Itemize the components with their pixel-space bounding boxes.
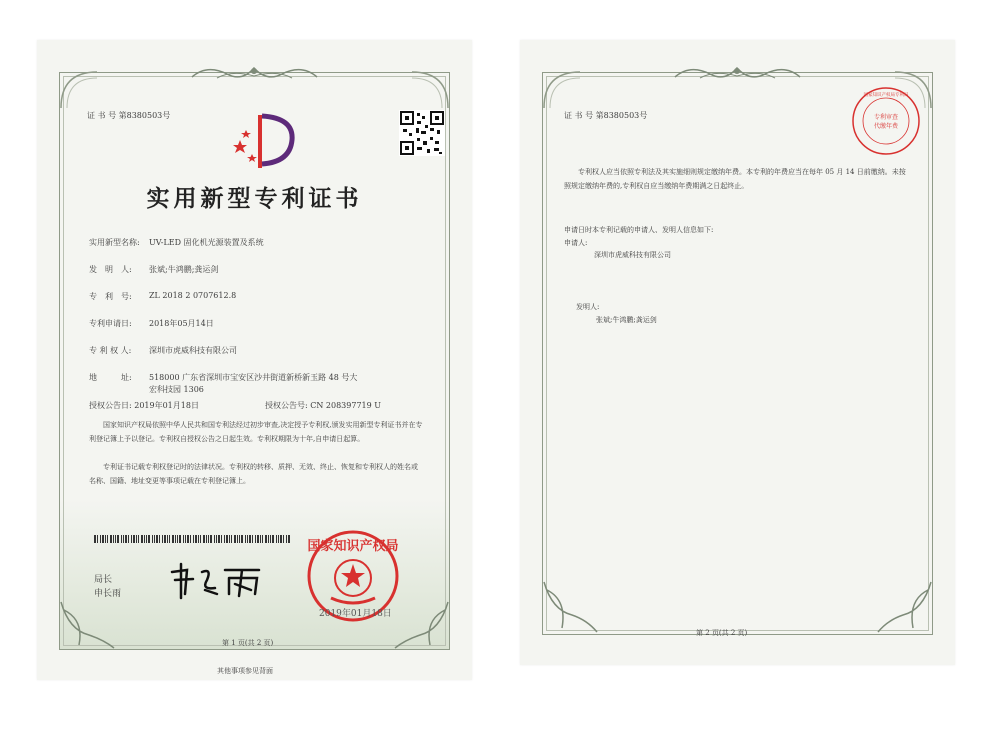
- utility-model-name: UV-LED 固化机光源装置及系统: [149, 238, 264, 247]
- applicant-value: 深圳市虎威科技有限公司: [594, 251, 671, 259]
- qr-code-icon: [399, 110, 445, 156]
- page-number: 第 1 页(共 2 页): [222, 639, 274, 647]
- certificate-page-1: [37, 40, 472, 680]
- certificate-title: 实用新型专利证书: [146, 185, 363, 212]
- patentee-label: 专 利 权 人:: [89, 346, 132, 355]
- annual-fee-notice: 专利权人应当依照专利法及其实施细则规定缴纳年费。本专利的年费应当在每年 05 月 14 日前缴纳。未按照规定缴纳年费的,专利权自应当缴纳年费期满之日起终止。: [564, 168, 906, 190]
- certificate-page-2: [520, 40, 955, 665]
- legal-status-statement: 专利证书记载专利权登记时的法律状况。专利权的转移、质押、无效、终止、恢复和专利权人的姓名或名称、国籍、地址变更等事项记载在专利登记簿上。: [89, 463, 418, 485]
- corner-flourish-icon: [873, 580, 933, 635]
- patent-office-logo-icon: [232, 110, 302, 170]
- footer-note: 其他事项参见背面: [217, 667, 273, 675]
- inventor-label: 发明人:: [576, 303, 600, 311]
- grant-date: 授权公告日: 2019年01月18日: [89, 401, 199, 410]
- applicant-info-heading: 申请日时本专利记载的申请人、发明人信息如下:: [564, 226, 714, 234]
- utility-model-name-label: 实用新型名称:: [89, 238, 140, 247]
- top-ornament-icon: [670, 62, 805, 84]
- fee-stamp: [850, 85, 922, 157]
- applicant-label: 申请人:: [564, 239, 588, 247]
- inventor-value: 张斌;牛鸿鹏;龚运剑: [149, 265, 219, 274]
- barcode-icon: [94, 535, 294, 543]
- corner-ornament-icon: [59, 70, 99, 110]
- certificate-number: 证 书 号 第8380503号: [87, 111, 171, 120]
- grant-statement: 国家知识产权局依照中华人民共和国专利法经过初步审查,决定授予专利权,颁发实用新型专利证书并在专利登记簿上予以登记。专利权自授权公告之日起生效。专利权期限为十年,自申请日起算。: [89, 421, 423, 443]
- filing-date: 2018年05月14日: [149, 319, 214, 328]
- corner-flourish-icon: [59, 600, 119, 650]
- director-name: 申长雨: [94, 589, 122, 599]
- grant-publication-number: 授权公告号: CN 208397719 U: [265, 401, 381, 410]
- director-title: 局长: [94, 575, 113, 585]
- address-line-1: 518000 广东省深圳市宝安区沙井街道新桥新玉路 48 号大: [149, 373, 358, 382]
- patent-number-label: 专 利 号:: [89, 292, 132, 301]
- address-label: 地 址:: [89, 373, 132, 382]
- fee-stamp-line-1: 专利审查: [873, 114, 899, 121]
- inventor-label: 发 明 人:: [89, 265, 132, 274]
- seal-date: 2019年01月18日: [319, 609, 392, 619]
- fee-stamp-line-2: 代缴年费: [873, 123, 899, 130]
- seal-text: 国家知识产权局: [307, 539, 399, 554]
- patentee: 深圳市虎威科技有限公司: [149, 346, 237, 355]
- director-signature: [167, 560, 267, 600]
- corner-flourish-icon: [542, 580, 602, 635]
- corner-ornament-icon: [542, 70, 582, 110]
- page-number: 第 2 页(共 2 页): [696, 629, 748, 637]
- patent-number: ZL 2018 2 0707612.8: [149, 291, 237, 300]
- filing-date-label: 专利申请日:: [89, 319, 132, 328]
- certificate-number: 证 书 号 第8380503号: [564, 111, 648, 120]
- inventor-value: 张斌;牛鸿鹏;龚运剑: [596, 316, 657, 324]
- top-ornament-icon: [187, 62, 322, 84]
- address-line-2: 宏科技园 1306: [149, 385, 204, 394]
- corner-ornament-icon: [410, 70, 450, 110]
- fee-stamp-ring-text: 国家知识产权局专利局: [863, 93, 909, 98]
